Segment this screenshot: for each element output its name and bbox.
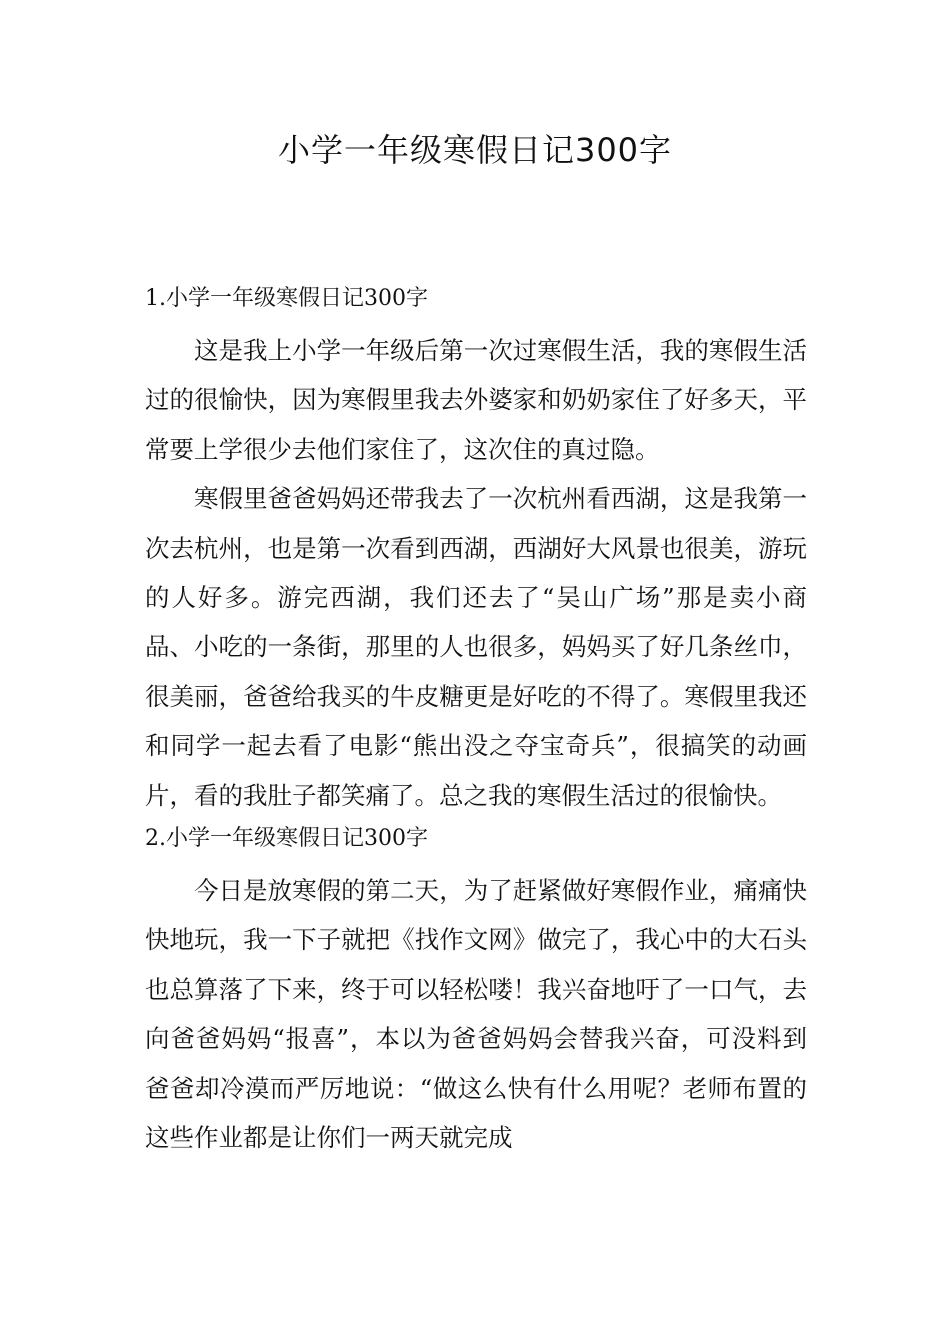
paragraph: 今日是放寒假的第二天，为了赶紧做好寒假作业，痛痛快快地玩，我一下子就把《找作文网》做完了，我心中的大石头也总算落了下来，终于可以轻松喽！我兴奋地吁了一口气，去向爸爸妈妈“报喜”，本以为爸爸妈妈会替我兴奋，可没料到爸爸却冷漠而严厉地说：“做这么快有什么用呢？老师布置的这些作业都是让你们一两天就完成: [145, 876, 807, 1153]
paragraph: 寒假里爸爸妈妈还带我去了一次杭州看西湖，这是我第一次去杭州，也是第一次看到西湖，西湖好大风景也很美，游玩的人好多。游完西湖，我们还去了“吴山广场”那是卖小商品、小吃的一条街，那里的人也很多，妈妈买了好几条丝巾，很美丽，爸爸给我买的牛皮糖更是好吃的不得了。寒假里我还和同学一起去看了电影“熊出没之夺宝奇兵”，很搞笑的动画片，看的我肚子都笑痛了。总之我的寒假生活过的很愉快。: [145, 484, 807, 810]
section-heading: 2.小学一年级寒假日记300字: [145, 826, 428, 852]
paragraph: 这是我上小学一年级后第一次过寒假生活，我的寒假生活过的很愉快，因为寒假里我去外婆家和奶奶家住了好多天，平常要上学很少去他们家住了，这次住的真过隐。: [145, 336, 807, 464]
document-body: [145, 280, 807, 1163]
diary-section-2: [145, 820, 807, 1162]
document-title: 小学一年级寒假日记300字: [277, 131, 673, 169]
diary-section-1: [145, 280, 807, 820]
section-heading: 1.小学一年级寒假日记300字: [145, 286, 428, 311]
